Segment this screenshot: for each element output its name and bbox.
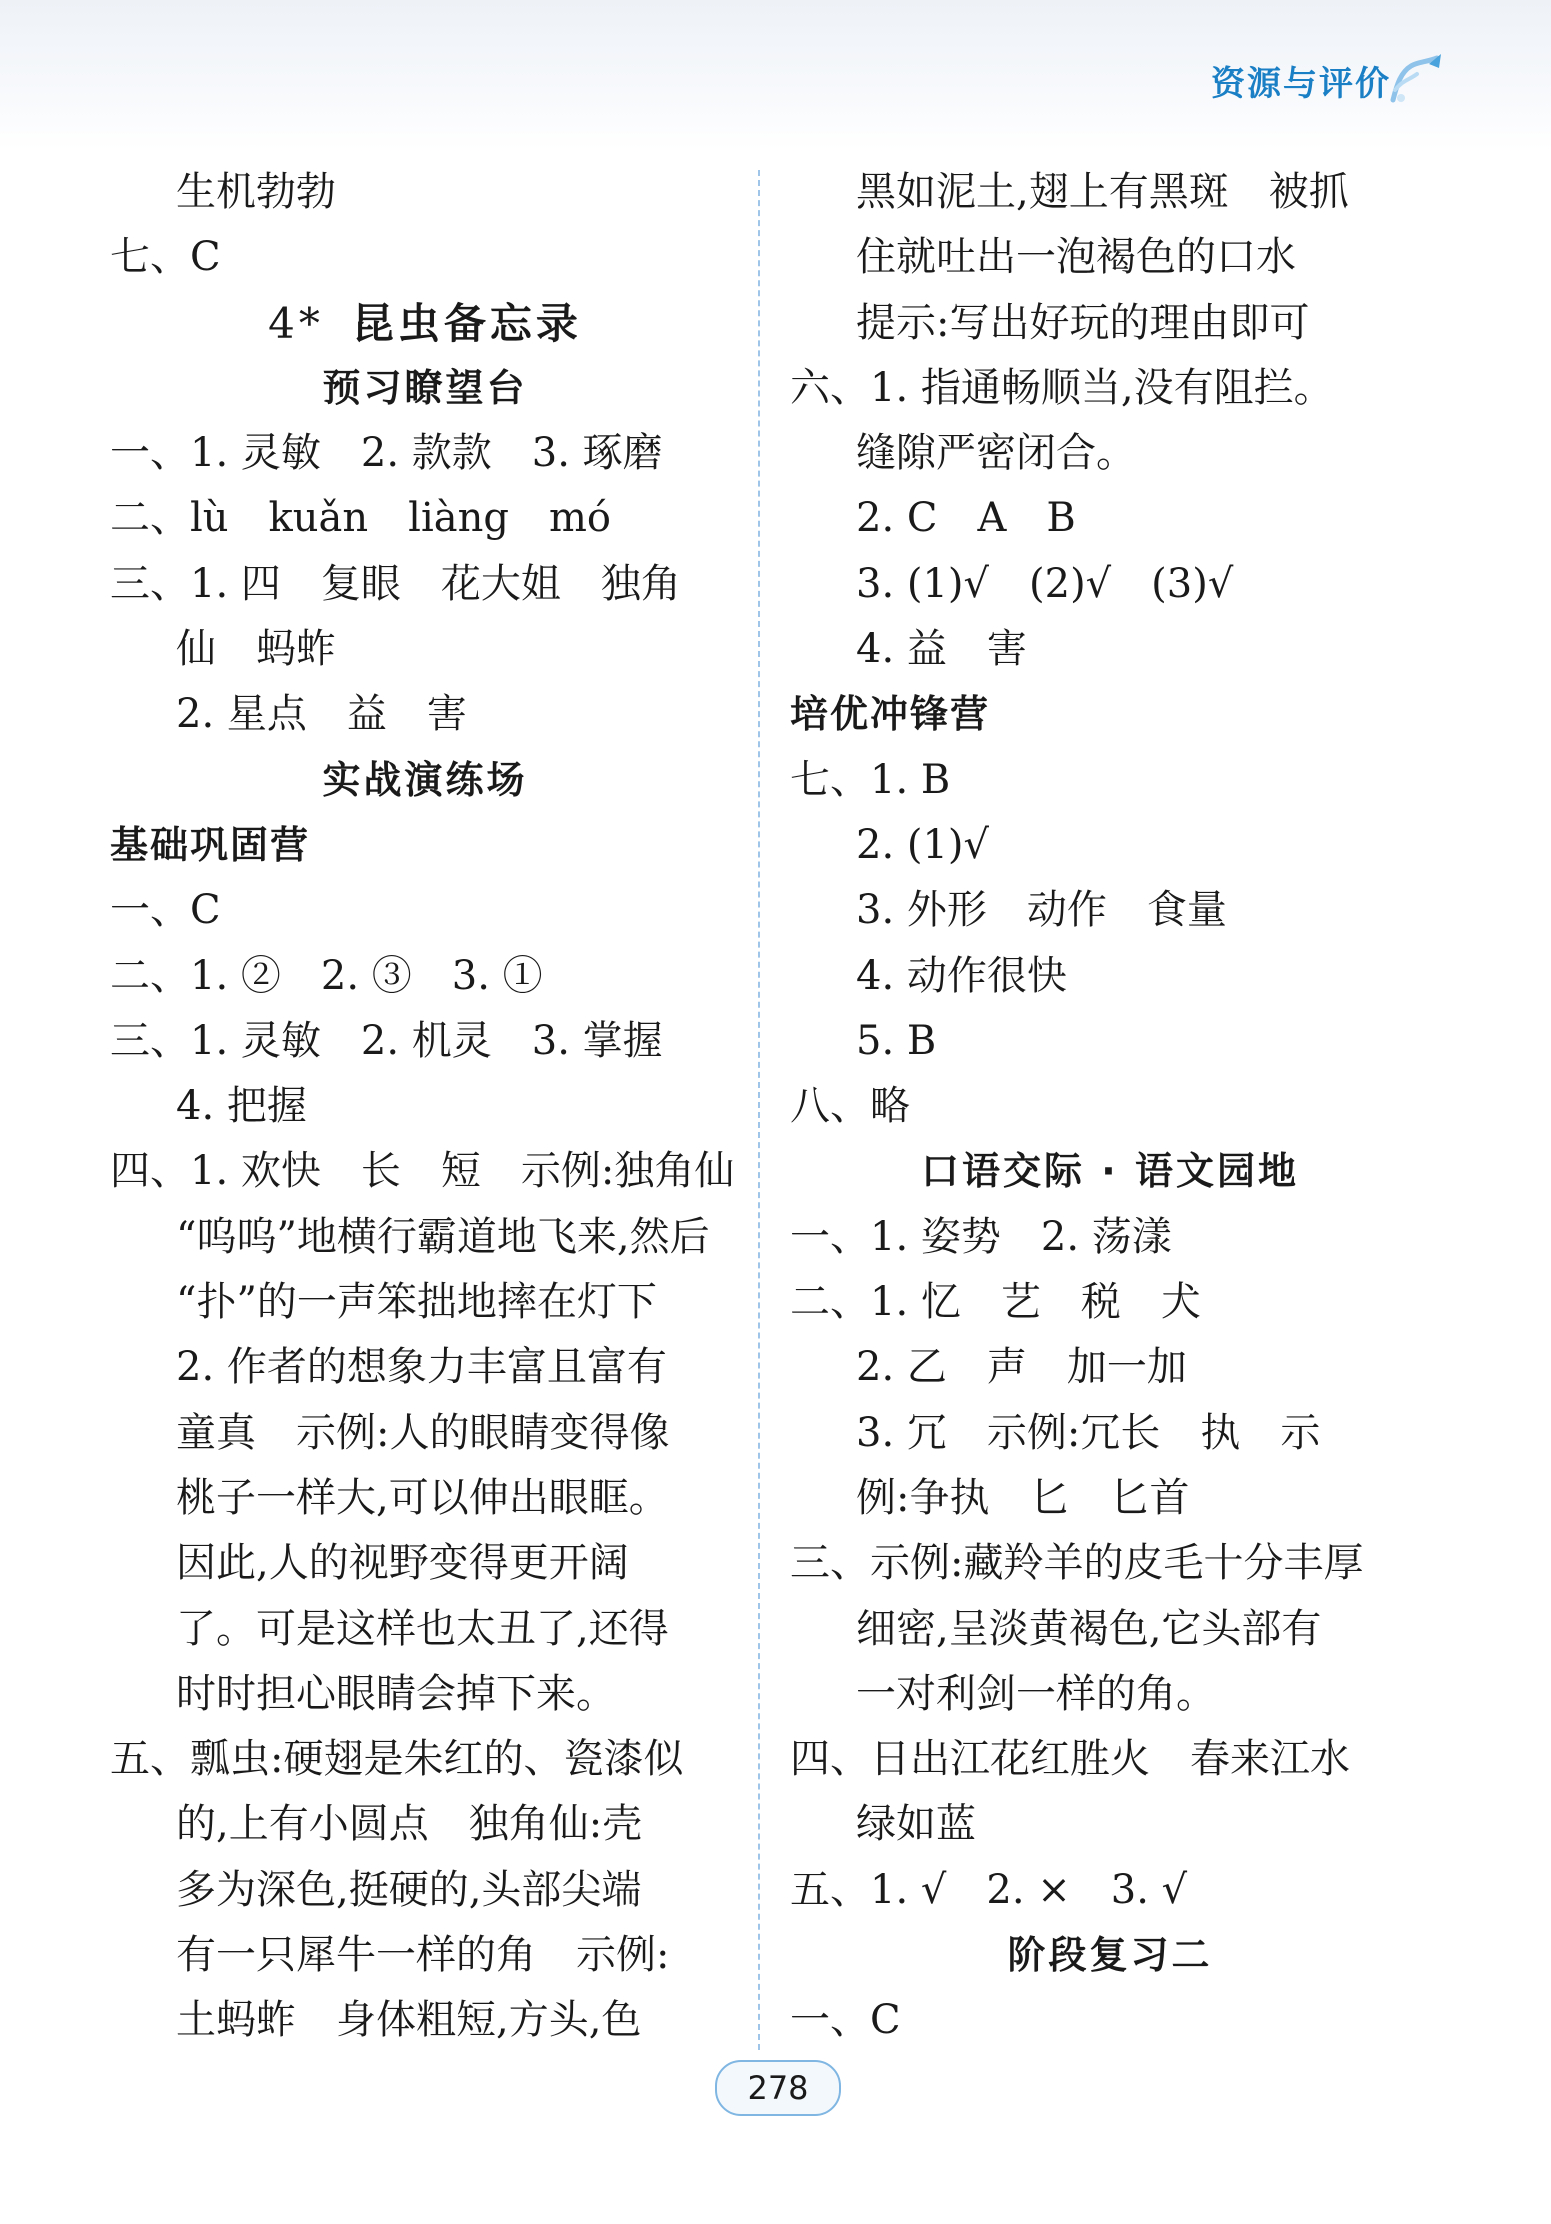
column-divider [758,170,760,2050]
brand-title: 资源与评价 [1211,64,1391,104]
answer-line: 提示:写出好玩的理由即可 [856,299,1310,346]
answer-line: 七、1. B [790,756,951,803]
section-heading: 实战演练场 [322,757,528,802]
answer-line: 住就吐出一泡褐色的口水 [856,234,1296,281]
answer-line: 一、C [110,887,221,934]
answer-line: 一、1. 姿势 2. 荡漾 [790,1213,1172,1260]
answer-line: 4. 把握 [176,1083,307,1130]
answer-line: 二、1. 忆 艺 税 犬 [790,1279,1201,1326]
answer-line: 例:争执 匕 匕首 [856,1474,1190,1521]
answer-line: 2. 星点 益 害 [176,691,467,738]
answer-line: 桃子一样大,可以伸出眼眶。 [176,1474,669,1521]
answer-line: 二、1. ② 2. ③ 3. ① [110,952,543,999]
sub-heading: 基础巩固营 [110,822,311,867]
answer-line: 3. 外形 动作 食量 [856,887,1227,934]
answer-line: 八、略 [790,1083,910,1130]
answer-line: 细密,呈淡黄褐色,它头部有 [856,1605,1322,1652]
answer-line: 多为深色,挺硬的,头部尖端 [176,1866,642,1913]
section-heading: 预习瞭望台 [322,365,528,410]
sub-heading: 培优冲锋营 [790,692,991,737]
answer-line: 2. 乙 声 加一加 [856,1344,1187,1391]
answer-line: 有一只犀牛一样的角 示例: [176,1932,670,1979]
answer-line: 一、1. 灵敏 2. 款款 3. 琢磨 [110,430,663,477]
section-heading: 口语交际 · 语文园地 [921,1149,1299,1194]
answer-line: 五、瓢虫:硬翅是朱红的、瓷漆似 [110,1736,684,1783]
answer-line: 绿如蓝 [856,1801,976,1848]
answer-line: 2. (1)√ [856,821,990,868]
answer-line: 黑如泥土,翅上有黑斑 被抓 [856,169,1349,215]
answer-line: 土蚂蚱 身体粗短,方头,色 [176,1997,642,2044]
answer-line: 时时担心眼睛会掉下来。 [176,1670,616,1717]
lesson-title [110,291,740,356]
trumpet-swirl-icon [1387,50,1443,108]
answer-line: “扑”的一声笨拙地摔在灯下 [176,1279,657,1326]
answer-line: 四、日出江花红胜火 春来江水 [790,1736,1350,1783]
answer-line: 三、1. 四 复眼 花大姐 独角 [110,560,681,607]
answer-line: 4. 益 害 [856,626,1027,673]
answer-line: 5. B [856,1017,937,1064]
answer-line: 缝隙严密闭合。 [856,430,1136,477]
answer-line: 童真 示例:人的眼睛变得像 [176,1409,670,1456]
lesson-title-text: 昆虫备忘录 [351,298,582,348]
answer-line: 二、lù kuǎn liàng mó [110,495,611,542]
answer-line: 一对利剑一样的角。 [856,1670,1216,1717]
answer-line: 2. C A B [856,495,1076,542]
answer-line: 六、1. 指通畅顺当,没有阻拦。 [790,364,1334,411]
answer-line: “呜呜”地横行霸道地飞来,然后 [176,1213,710,1260]
section-heading: 阶段复习二 [1007,1933,1213,1978]
answer-line: 3. 冗 示例:冗长 执 示 [856,1409,1321,1456]
page-number: 278 [715,2060,841,2116]
left-column [110,160,740,2054]
answer-line: 生机勃勃 [176,169,336,215]
answer-line: 一、C [790,1997,901,2044]
answer-line: 三、1. 灵敏 2. 机灵 3. 掌握 [110,1017,663,1064]
right-column [790,160,1430,2054]
answer-line: 4. 动作很快 [856,952,1067,999]
answer-line: 五、1. √ 2. × 3. √ [790,1866,1188,1913]
answer-line: 仙 蚂蚱 [176,626,336,673]
answer-line: 了。可是这样也太丑了,还得 [176,1605,669,1652]
answer-line: 四、1. 欢快 长 短 示例:独角仙 [110,1148,735,1195]
answer-line: 3. (1)√ (2)√ (3)√ [856,560,1234,607]
lesson-number: 4* [268,298,324,348]
answer-line: 七、C [110,234,221,281]
answer-line: 因此,人的视野变得更开阔 [176,1540,629,1587]
answer-line: 2. 作者的想象力丰富且富有 [176,1344,667,1391]
answer-line: 的,上有小圆点 独角仙:壳 [176,1801,643,1848]
answer-line: 三、示例:藏羚羊的皮毛十分丰厚 [790,1540,1364,1587]
